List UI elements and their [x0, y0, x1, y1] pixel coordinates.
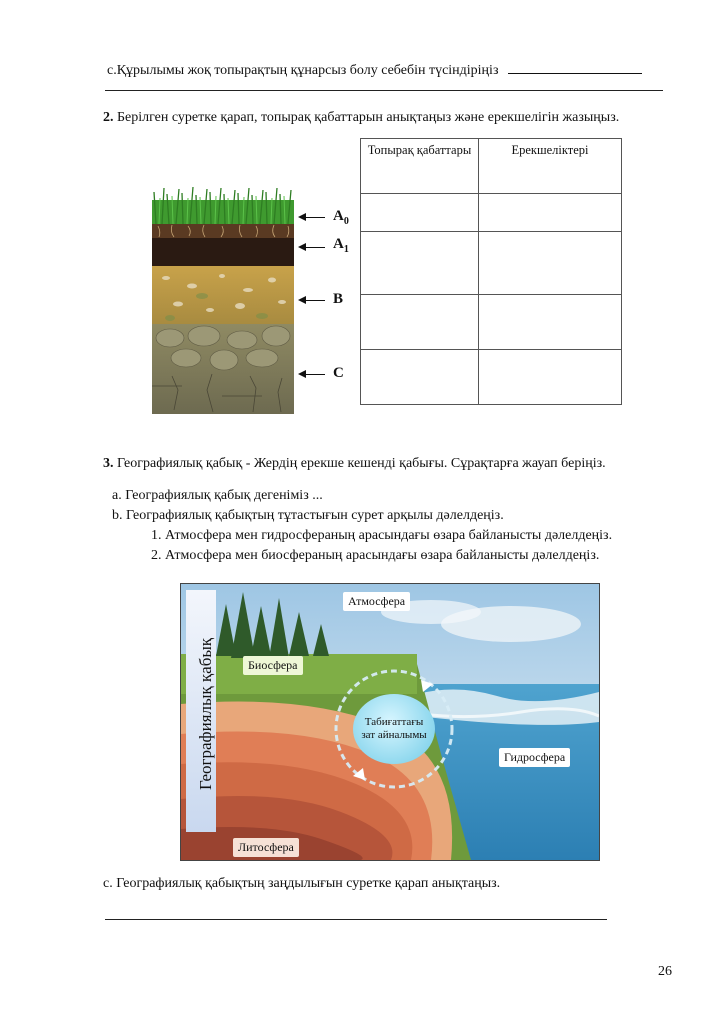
table-cell[interactable] [361, 232, 479, 295]
arrow-head-icon [298, 213, 306, 221]
arrow-head-icon [298, 243, 306, 251]
layer-label-a0: $A_0$ [333, 208, 349, 227]
arrow-b [303, 300, 325, 301]
table-cell[interactable] [361, 350, 479, 405]
matter-cycle-bubble [353, 694, 435, 764]
answer-blank[interactable] [508, 61, 642, 74]
biosphere-label: Биосфера [243, 656, 303, 675]
table-cell[interactable] [361, 295, 479, 350]
answer-line[interactable] [105, 919, 607, 920]
geographic-envelope-bar [186, 590, 216, 832]
table-row [361, 350, 622, 405]
layer-label-a1: $A_1$ [333, 236, 349, 255]
question-1c [107, 61, 642, 79]
question-3b-item-2: 2. Атмосфера мен биосфераның арасындағы өзара байланысты дәлелдеңіз. [151, 548, 600, 563]
question-3 [103, 456, 606, 472]
hydrosphere-label: Гидросфера [499, 748, 570, 767]
geographic-envelope-label: Географиялық қабық [196, 637, 215, 791]
table-row [361, 194, 622, 232]
question-2-text: Берілген суретке қарап, топырақ қабаттарын анықтаңыз және ерекшелігін жазыңыз. [117, 110, 620, 125]
layer-label-b: B [333, 291, 344, 307]
page-number: 26 [658, 964, 672, 979]
table-cell[interactable] [361, 194, 479, 232]
answer-line[interactable] [105, 90, 663, 91]
layer-label-c: C [333, 365, 344, 381]
table-cell[interactable] [479, 350, 622, 405]
arrow-head-icon [298, 370, 306, 378]
table-header-features: Ерекшеліктері [479, 139, 622, 194]
table-row [361, 232, 622, 295]
geographic-envelope-figure [180, 583, 600, 861]
question-3b: b. Географиялық қабықтың тұтастығын сурет арқылы дәлелдеңіз. [112, 508, 504, 523]
soil-layers-table [360, 138, 622, 405]
soil-profile-image [152, 186, 294, 414]
question-2 [103, 110, 619, 126]
arrow-head-icon [298, 296, 306, 304]
table-row [361, 295, 622, 350]
question-3-number: 3. [103, 456, 114, 471]
arrow-c [303, 374, 325, 375]
table-cell[interactable] [479, 194, 622, 232]
table-cell[interactable] [479, 232, 622, 295]
question-2-number: 2. [103, 110, 114, 125]
question-1c-text: c.Құрылымы жоқ топырақтың құнарсыз болу себебін түсіндіріңіз [107, 63, 499, 78]
arrow-a1 [303, 247, 325, 248]
table-header-layers: Топырақ қабаттары [361, 139, 479, 194]
arrow-a0 [303, 217, 325, 218]
table-cell[interactable] [479, 295, 622, 350]
question-3a: a. Географиялық қабық дегеніміз ... [112, 488, 323, 503]
question-3b-item-1: 1. Атмосфера мен гидросфераның арасындағы өзара байланысты дәлелдеңіз. [151, 528, 613, 543]
matter-cycle-label: Табиғаттағы зат айналымы [361, 716, 427, 741]
question-3-text: Географиялық қабық - Жердің ерекше кешенді қабығы. Сұрақтарға жауап беріңіз. [117, 456, 606, 471]
question-3c: c. Географиялық қабықтың заңдылығын суретке қарап анықтаңыз. [103, 876, 501, 891]
lithosphere-label: Литосфера [233, 838, 299, 857]
atmosphere-label: Атмосфера [343, 592, 410, 611]
